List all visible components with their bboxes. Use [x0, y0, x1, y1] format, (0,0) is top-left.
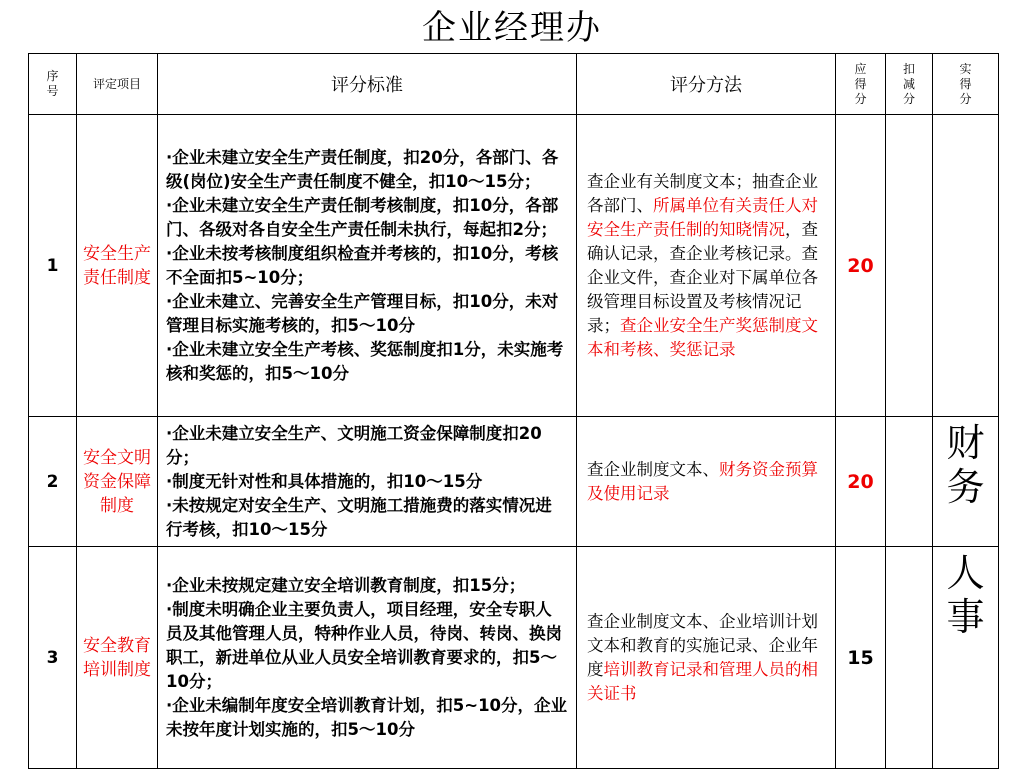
- h-should-text: 应 得 分: [854, 61, 867, 106]
- method-text: 查企业有关制度文本；抽查企业各部门、: [587, 171, 818, 215]
- table-row: [29, 547, 999, 769]
- header-should-score: [836, 54, 886, 115]
- row-method: [577, 417, 836, 547]
- method-highlight: 财务资金预算及使用记录: [587, 459, 818, 503]
- row-item: 安全文明资金保障制度: [77, 417, 158, 547]
- row-should-score: 15: [836, 547, 886, 769]
- row-method: [577, 115, 836, 417]
- header-row: [29, 54, 999, 115]
- method-highlight: 查企业安全生产奖惩制度文本和考核、奖惩记录: [587, 315, 818, 359]
- h-deduct-text: 扣 减 分: [902, 61, 915, 106]
- row-deduct-score: [886, 547, 933, 769]
- header-actual-score: [933, 54, 999, 115]
- row-standard: [158, 547, 577, 769]
- standard-line: ·企业未按考核制度组织检查并考核的，扣10分，考核不全面扣5~10分；: [166, 243, 559, 287]
- row-item: 安全教育培训制度: [77, 547, 158, 769]
- row-item: 安全生产责任制度: [77, 115, 158, 417]
- table-row: [29, 115, 999, 417]
- method-text: 查企业制度文本、: [587, 459, 719, 479]
- standard-line: ·企业未编制年度安全培训教育计划，扣5~10分，企业未按年度计划实施的，扣5～10分: [166, 695, 568, 739]
- standard-line: ·制度未明确企业主要负责人，项目经理，安全专职人员及其他管理人员，特种作业人员，待岗、转岗、换岗职工，新进单位从业人员安全培训教育要求的，扣5～10分；: [166, 599, 562, 691]
- standard-line: ·企业未建立、完善安全生产管理目标，扣10分，未对管理目标实施考核的，扣5～10分: [166, 291, 559, 335]
- header-item: 评定项目: [77, 54, 158, 115]
- method-text: 查企业制度文本、企业培训计划文本和教育的实施记录、企业年度: [587, 611, 818, 679]
- row-actual-score: 人 事: [933, 547, 999, 769]
- table-row: [29, 417, 999, 547]
- evaluation-table: [28, 53, 999, 769]
- standard-line: ·制度无针对性和具体措施的，扣10～15分: [166, 471, 483, 491]
- row-seq: 3: [29, 547, 77, 769]
- standard-line: ·企业未建立安全生产责任制度，扣20分，各部门、各级(岗位)安全生产责任制度不健全，扣10～15分；: [166, 147, 559, 191]
- row-seq: 1: [29, 115, 77, 417]
- row-standard: [158, 417, 577, 547]
- h-seq-text: 序 号: [46, 69, 59, 98]
- standard-line: ·企业未建立安全生产责任制考核制度，扣10分，各部门、各级对各自安全生产责任制未执行，每起扣2分；: [166, 195, 559, 239]
- row-should-score: 20: [836, 417, 886, 547]
- row-should-score: 20: [836, 115, 886, 417]
- standard-line: ·企业未建立安全生产考核、奖惩制度扣1分，未实施考核和奖惩的，扣5～10分: [166, 339, 564, 383]
- method-text: ，查确认记录，查企业考核记录。查企业文件，查企业对下属单位各级管理目标设置及考核情况记录；: [587, 219, 818, 335]
- standard-line: ·未按规定对安全生产、文明施工措施费的落实情况进行考核，扣10～15分: [166, 495, 552, 539]
- header-deduct-score: [886, 54, 933, 115]
- row-actual-score: [933, 115, 999, 417]
- row-seq: 2: [29, 417, 77, 547]
- header-standard: 评分标准: [158, 54, 577, 115]
- row-deduct-score: [886, 115, 933, 417]
- method-highlight: 培训教育记录和管理人员的相关证书: [587, 659, 818, 703]
- header-seq: [29, 54, 77, 115]
- method-highlight: 所属单位有关责任人对安全生产责任制的知晓情况: [587, 195, 818, 239]
- row-standard: [158, 115, 577, 417]
- header-method: 评分方法: [577, 54, 836, 115]
- page-title: 企业经理办: [422, 8, 602, 48]
- standard-line: ·企业未按规定建立安全培训教育制度，扣15分；: [166, 575, 526, 595]
- standard-line: ·企业未建立安全生产、文明施工资金保障制度扣20分；: [166, 423, 542, 467]
- row-method: [577, 547, 836, 769]
- h-actual-text: 实 得 分: [959, 61, 972, 106]
- row-deduct-score: [886, 417, 933, 547]
- row-actual-score: 财 务: [933, 417, 999, 547]
